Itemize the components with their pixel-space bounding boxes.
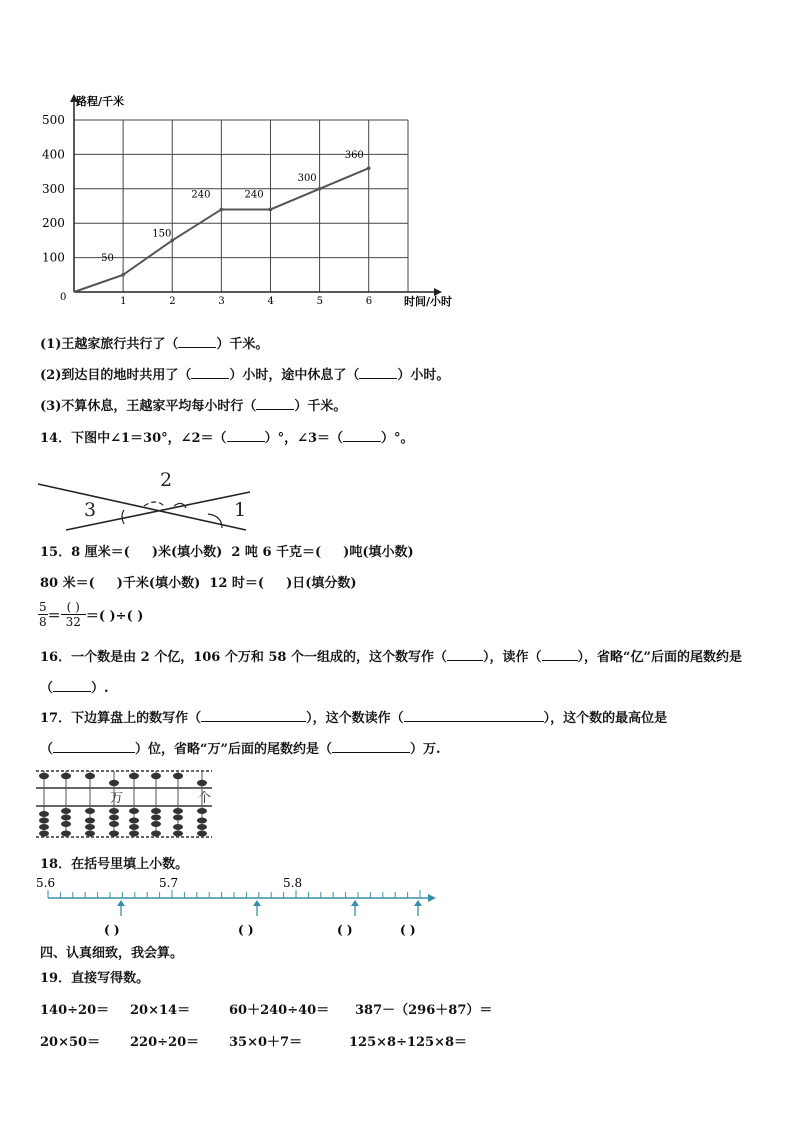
answer-blank[interactable] [53, 740, 135, 753]
q13-p3-end: ）千米。 [294, 399, 347, 414]
nl-label-58: 5.8 [283, 876, 303, 890]
abacus-bead-lower [197, 824, 207, 830]
answer-blank[interactable] [178, 335, 216, 348]
answer-blank[interactable] [53, 679, 91, 692]
q16-l1: 16．一个数是由 2 个亿，106 个万和 58 个一组成的，这个数写作（ [40, 650, 447, 665]
fraction-5-8 [38, 600, 48, 629]
x-tick-label: 1 [120, 296, 127, 307]
q15-line1 [40, 541, 414, 560]
x-tick-label: 5 [316, 296, 323, 307]
chart-line [74, 166, 371, 292]
answer-paren-3[interactable]: ( ) [337, 923, 353, 937]
q16-l2a: （ [40, 681, 54, 696]
answer-blank[interactable] [542, 648, 578, 661]
frac-den: 8 [39, 615, 47, 629]
frac-num: 5 [39, 600, 47, 614]
q15-l2c: 12 时＝( [209, 576, 265, 591]
q15-l1d: )吨(填小数) [343, 545, 414, 560]
angle-arc-3 [122, 510, 124, 524]
q17-l1b: ），这个数读作（ [306, 711, 404, 726]
calc-2-4[interactable]: 125×8÷125×8＝ [349, 1035, 468, 1050]
q13-part1 [40, 333, 268, 352]
answer-paren-1[interactable]: ( ) [104, 923, 120, 937]
angle-label-3: 3 [84, 499, 97, 521]
q17-l1c: ），这个数的最高位是 [543, 711, 668, 726]
equals: ＝ [47, 609, 61, 624]
answer-blank[interactable] [191, 366, 229, 379]
q14-mid: ）°，∠3＝（ [264, 431, 344, 446]
data-point [121, 273, 125, 277]
q16-l1c: ），省略“亿”后面的尾数约是 [577, 650, 742, 665]
arrow-marker-1 [117, 900, 125, 916]
abacus-bead-lower [85, 818, 95, 824]
q17-l2b: ）位，省略“万”后面的尾数约是（ [135, 742, 332, 757]
abacus-bead-lower [85, 808, 95, 814]
angle-figure [36, 462, 256, 534]
abacus-bead-upper [173, 773, 183, 779]
q16-l1b: ），读作（ [483, 650, 542, 665]
abacus-bead-lower [129, 808, 139, 814]
abacus-bead-lower [173, 831, 183, 837]
abacus-bead-upper [85, 773, 95, 779]
abacus-bead-lower [109, 831, 119, 837]
answer-paren-2[interactable]: ( ) [238, 923, 254, 937]
abacus-bead-lower [109, 821, 119, 827]
answer-blank[interactable] [201, 709, 306, 722]
calc-2-2[interactable]: 220÷20＝ [130, 1035, 200, 1050]
abacus-bead-upper [39, 773, 49, 779]
abacus-bead-lower [129, 831, 139, 837]
number-line-figure [34, 872, 444, 940]
q13-p2-end: ）小时。 [397, 368, 450, 383]
x-tick-label: 4 [267, 296, 274, 307]
chart-xlabel: 时间/小时 [404, 295, 453, 308]
arrow-marker-4 [414, 900, 422, 916]
chart-ylabel: 路程/千米 [76, 95, 125, 108]
answer-blank[interactable] [343, 429, 381, 442]
frac-den-32: 32 [65, 615, 81, 629]
abacus-bead-lower [151, 808, 161, 814]
abacus-bead-lower [61, 815, 71, 821]
q18-title: 18．在括号里填上小数。 [40, 857, 189, 872]
calc-1-3[interactable]: 60＋240÷40＝ [229, 1003, 330, 1018]
q13-p1-text: (1)王越家旅行共行了（ [40, 337, 179, 352]
q14-text: 14．下图中∠1＝30°，∠2＝（ [40, 431, 227, 446]
data-label: 240 [191, 189, 211, 201]
q15-l2a: 80 米＝( [40, 576, 95, 591]
y-tick-label: 500 [42, 113, 65, 127]
angle-label-1: 1 [234, 499, 247, 521]
q16-l2b: ）. [91, 681, 109, 696]
q15-l1b: )米(填小数) [151, 545, 223, 560]
q16-line2 [40, 677, 109, 696]
abacus-bead-lower [173, 824, 183, 830]
abacus-bead-lower [109, 815, 119, 821]
q19-title: 19．直接写得数。 [40, 971, 150, 986]
abacus-bead-upper [151, 773, 161, 779]
q13-part3 [40, 395, 346, 414]
abacus-bead-lower [61, 808, 71, 814]
angle-line-a [38, 484, 246, 530]
abacus-bead-lower [61, 821, 71, 827]
q17-line1 [40, 707, 667, 726]
abacus-bead-lower [197, 831, 207, 837]
nl-label-56: 5.6 [36, 876, 56, 890]
calc-2-3[interactable]: 35×0＋7＝ [229, 1035, 303, 1050]
calc-1-4[interactable]: 387－（296＋87）＝ [355, 1003, 493, 1018]
abacus-bead-upper [61, 773, 71, 779]
abacus-bead-lower [151, 815, 161, 821]
q17-l2a: （ [40, 742, 54, 757]
data-point [318, 187, 322, 191]
frac-blank-num[interactable]: ( ) [61, 600, 86, 615]
q17-l2c: ）万. [409, 742, 441, 757]
q15-line3 [38, 600, 143, 629]
chart-point-labels [101, 150, 364, 264]
abacus-bead-lower [129, 818, 139, 824]
answer-blank[interactable] [256, 397, 294, 410]
abacus-bead-lower [39, 818, 49, 824]
q14-end: ）°。 [381, 431, 414, 446]
chart-ticks [42, 113, 372, 307]
angle-label-2: 2 [160, 469, 173, 491]
chart-grid [74, 120, 408, 292]
y-tick-label: 100 [42, 250, 65, 265]
answer-blank[interactable] [447, 648, 483, 661]
arrow-marker-3 [351, 900, 359, 916]
abacus-label-wan: 万 [110, 791, 124, 806]
abacus-label-ge: 个 [198, 791, 212, 806]
q15-tail: ＝( )÷( ) [85, 609, 144, 624]
abacus-bead-upper [197, 780, 207, 786]
x-tick-label: 0 [60, 292, 67, 303]
abacus-bead-upper [129, 773, 139, 779]
q16-line1 [40, 646, 742, 665]
data-point [220, 208, 224, 212]
answer-blank[interactable] [332, 740, 410, 753]
calc-2-1[interactable]: 20×50＝ [40, 1035, 101, 1050]
data-label: 360 [344, 150, 364, 162]
nl-label-57: 5.7 [159, 876, 179, 890]
q15-line2 [40, 572, 357, 591]
q17-l1: 17．下边算盘上的数写作（ [40, 711, 202, 726]
q15-l1a: 15．8 厘米＝( [40, 545, 130, 560]
abacus-figure [36, 766, 216, 840]
q15-l1c: 2 吨 6 千克＝( [231, 545, 322, 560]
abacus-bead-lower [85, 831, 95, 837]
angle-arc-1 [208, 514, 222, 528]
answer-blank[interactable] [227, 429, 265, 442]
data-point [269, 208, 273, 212]
abacus-bead-lower [61, 831, 71, 837]
answer-blank[interactable] [404, 709, 544, 722]
distance-time-chart [30, 88, 470, 313]
y-tick-label: 200 [42, 216, 65, 231]
abacus-bead-lower [39, 824, 49, 830]
y-tick-label: 300 [42, 181, 65, 196]
q13-part2 [40, 364, 449, 383]
data-label: 300 [297, 172, 317, 184]
y-tick-label: 400 [42, 147, 65, 162]
data-label: 50 [101, 252, 114, 264]
abacus-bead-lower [109, 808, 119, 814]
abacus-bead-lower [85, 824, 95, 830]
abacus-bead-lower [197, 808, 207, 814]
x-tick-label: 3 [218, 296, 225, 307]
section-4-heading: 四、认真细致，我会算。 [40, 946, 184, 961]
number-line-arrow [428, 894, 436, 902]
q13-p3-text: (3)不算休息，王越家平均每小时行（ [40, 399, 257, 414]
x-tick-label: 2 [169, 296, 176, 307]
data-label: 240 [244, 189, 264, 201]
arrow-marker-2 [253, 900, 261, 916]
abacus-bead-lower [173, 815, 183, 821]
data-point [367, 166, 371, 170]
q17-line2 [40, 738, 441, 757]
abacus-bead-upper [109, 780, 119, 786]
calc-1-1[interactable]: 140÷20＝ [40, 1003, 110, 1018]
data-label: 150 [152, 228, 172, 240]
q15-l2d: )日(填分数) [286, 576, 357, 591]
number-line-ticks [48, 890, 420, 898]
abacus-bead-lower [129, 824, 139, 830]
q15-l2b: )千米(填小数) [116, 576, 201, 591]
abacus-bead-lower [173, 808, 183, 814]
angle-arc-2 [144, 502, 164, 506]
fraction-blank-32 [61, 600, 86, 629]
q13-p2-text: (2)到达目的地时共用了（ [40, 368, 192, 383]
calc-1-2[interactable]: 20×14＝ [130, 1003, 191, 1018]
abacus-bead-lower [151, 831, 161, 837]
x-tick-label: 6 [365, 296, 373, 307]
answer-paren-4[interactable]: ( ) [400, 923, 416, 937]
abacus-bead-lower [39, 831, 49, 837]
answer-blank[interactable] [359, 366, 397, 379]
abacus-bead-lower [151, 821, 161, 827]
abacus-bead-lower [39, 811, 49, 817]
q13-p1-end: ）千米。 [216, 337, 269, 352]
q13-p2-mid: ）小时，途中休息了（ [229, 368, 360, 383]
abacus-bead-lower [197, 818, 207, 824]
q14-question [40, 427, 414, 446]
